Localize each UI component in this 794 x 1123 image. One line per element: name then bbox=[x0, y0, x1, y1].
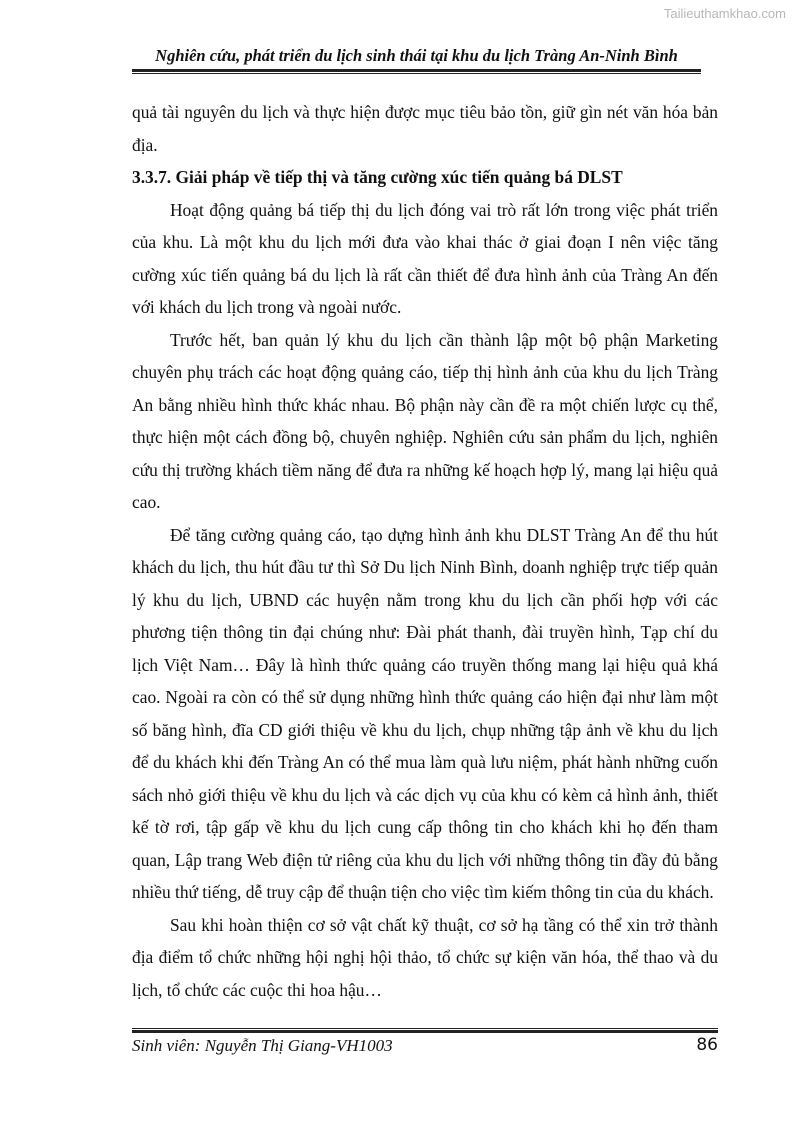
paragraph-event-hosting: Sau khi hoàn thiện cơ sở vật chất kỹ thuật, cơ sở hạ tầng có thể xin trở thành địa điểm tổ chức những hội nghị hội thảo, tổ chức sự kiện văn hóa, thể thao và du lịch, tổ chức các cuộc thi hoa hậu… bbox=[132, 914, 718, 1000]
page-number: 86 bbox=[696, 1035, 718, 1055]
running-header-title: Nghiên cứu, phát triển du lịch sinh thái tại khu du lịch Tràng An-Ninh Bình bbox=[155, 46, 678, 65]
page-body bbox=[132, 96, 718, 1006]
footer-student-name: Sinh viên: Nguyễn Thị Giang-VH1003 bbox=[132, 1036, 393, 1055]
watermark-text: Tailieuthamkhao.com bbox=[663, 6, 786, 21]
header-divider bbox=[132, 69, 701, 75]
paragraph-continued: quả tài nguyên du lịch và thực hiện được mục tiêu bảo tồn, giữ gìn nét văn hóa bản địa. bbox=[132, 102, 718, 155]
paragraph-marketing-unit: Trước hết, ban quản lý khu du lịch cần thành lập một bộ phận Marketing chuyên phụ trách các hoạt động quảng cáo, tiếp thị hình ảnh của khu du lịch Tràng An bằng nhiều hình thức khác nhau. Bộ phận này cần đề ra một chiến lược cụ thể, thực hiện một cách đồng bộ, chuyên nghiệp. Nghiên cứu sản phẩm du lịch, nghiên cứu thị trường khách tiềm năng để đưa ra những kế hoạch hợp lý, mang lại hiệu quả cao. bbox=[132, 329, 718, 512]
footer-divider bbox=[132, 1028, 718, 1034]
paragraph-promotion-role: Hoạt động quảng bá tiếp thị du lịch đóng vai trò rất lớn trong việc phát triển của khu. Là một khu du lịch mới đưa vào khai thác ở giai đoạn I nên việc tăng cường xúc tiến quảng bá du lịch là rất cần thiết để đưa hình ảnh của Tràng An đến với khách du lịch trong và ngoài nước. bbox=[132, 199, 718, 317]
section-heading: 3.3.7. Giải pháp về tiếp thị và tăng cường xúc tiến quảng bá DLST bbox=[132, 167, 623, 187]
paragraph-advertising-methods: Để tăng cường quảng cáo, tạo dựng hình ảnh khu DLST Tràng An để thu hút khách du lịch, thu hút đầu tư thì Sở Du lịch Ninh Bình, doanh nghiệp trực tiếp quản lý khu du lịch, UBND các huyện nằm trong khu du lịch cần phối hợp với các phương tiện thông tin đại chúng như: Đài phát thanh, đài truyền hình, Tạp chí du lịch Việt Nam… Đây là hình thức quảng cáo truyền thống mang lại hiệu quả khá cao. Ngoài ra còn có thể sử dụng những hình thức quảng cáo hiện đại như làm một số băng hình, đĩa CD giới thiệu về khu du lịch, chụp những tập ảnh về khu du lịch để du khách khi đến Tràng An có thể mua làm quà lưu niệm, phát hành những cuốn sách nhỏ giới thiệu về khu du lịch và các dịch vụ của khu có kèm cả hình ảnh, thiết kế tờ rơi, tập gấp về khu du lịch cung cấp thông tin cho khách khi họ đến tham quan, Lập trang Web điện tử riêng của khu du lịch với những thông tin đầy đủ bằng nhiều thứ tiếng, dễ truy cập để thuận tiện cho việc tìm kiếm thông tin của du khách. bbox=[132, 524, 718, 902]
